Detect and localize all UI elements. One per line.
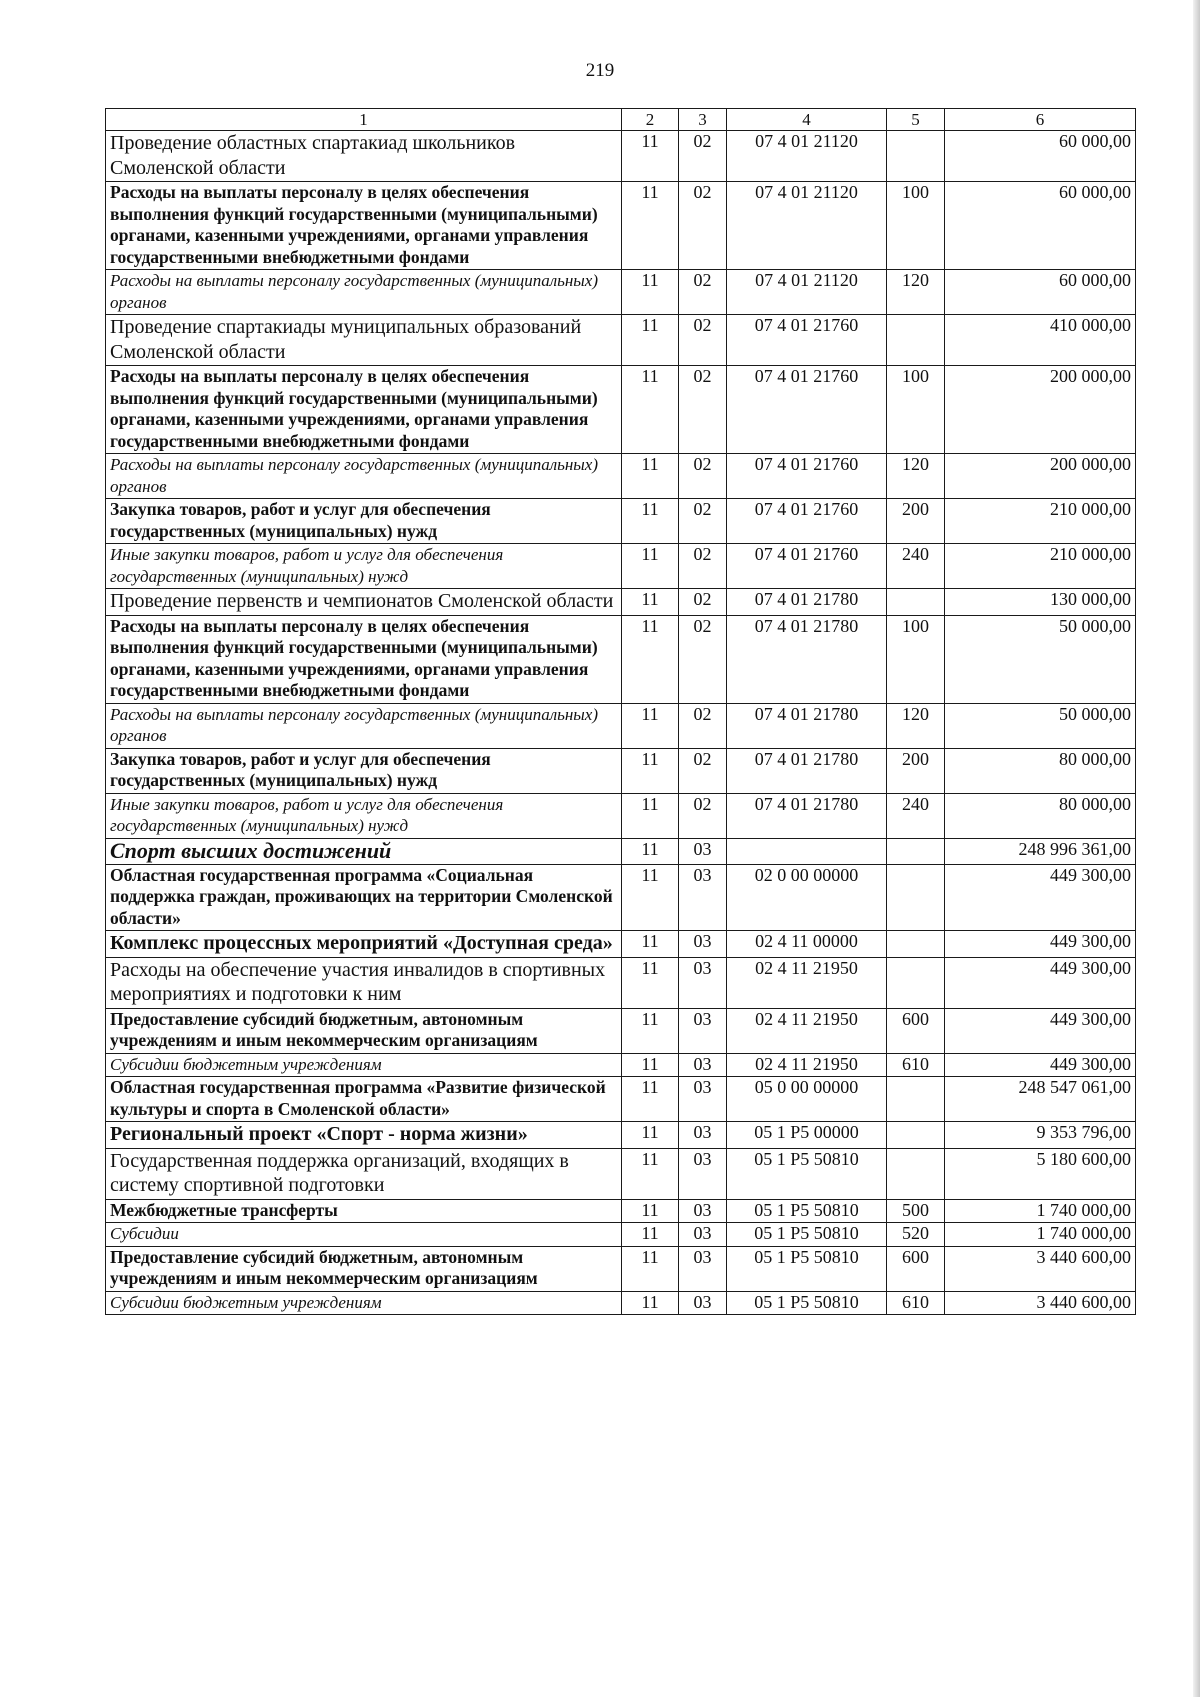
row-section-code: 11 xyxy=(622,957,679,1008)
row-section-code: 11 xyxy=(622,270,679,315)
row-name: Расходы на выплаты персоналу в целях обеспечения выполнения функций государственными (муниципальными) органами, казенными учреждениями, органами управления государственными внебюджетными фондами xyxy=(106,182,622,270)
table-row xyxy=(106,1053,1136,1077)
row-subsection-code: 03 xyxy=(679,1053,727,1077)
row-section-code: 11 xyxy=(622,748,679,793)
row-subsection-code: 03 xyxy=(679,1077,727,1122)
row-name: Региональный проект «Спорт - норма жизни» xyxy=(106,1122,622,1149)
row-section-code: 11 xyxy=(622,1291,679,1315)
row-section-code: 11 xyxy=(622,131,679,182)
table-row xyxy=(106,366,1136,454)
row-amount: 3 440 600,00 xyxy=(945,1291,1136,1315)
row-amount: 5 180 600,00 xyxy=(945,1148,1136,1199)
row-section-code: 11 xyxy=(622,544,679,589)
row-amount: 449 300,00 xyxy=(945,864,1136,931)
table-row xyxy=(106,499,1136,544)
table-row xyxy=(106,589,1136,616)
row-subsection-code: 02 xyxy=(679,131,727,182)
row-amount: 248 547 061,00 xyxy=(945,1077,1136,1122)
row-section-code: 11 xyxy=(622,589,679,616)
row-subsection-code: 02 xyxy=(679,366,727,454)
row-amount: 60 000,00 xyxy=(945,131,1136,182)
row-amount: 210 000,00 xyxy=(945,499,1136,544)
row-name: Субсидии бюджетным учреждениям xyxy=(106,1291,622,1315)
row-amount: 50 000,00 xyxy=(945,615,1136,703)
table-row xyxy=(106,1246,1136,1291)
row-expense-type xyxy=(887,957,945,1008)
row-target-article: 02 4 11 21950 xyxy=(727,957,887,1008)
row-expense-type xyxy=(887,315,945,366)
row-expense-type xyxy=(887,838,945,864)
column-header-1: 1 xyxy=(106,109,622,131)
row-subsection-code: 02 xyxy=(679,544,727,589)
row-name: Межбюджетные трансферты xyxy=(106,1199,622,1223)
row-target-article: 05 1 P5 50810 xyxy=(727,1199,887,1223)
row-amount: 200 000,00 xyxy=(945,366,1136,454)
table-row xyxy=(106,131,1136,182)
row-name: Расходы на выплаты персоналу государственных (муниципальных) органов xyxy=(106,270,622,315)
row-section-code: 11 xyxy=(622,1223,679,1247)
row-section-code: 11 xyxy=(622,1077,679,1122)
row-section-code: 11 xyxy=(622,1148,679,1199)
row-target-article: 07 4 01 21760 xyxy=(727,366,887,454)
row-amount: 200 000,00 xyxy=(945,454,1136,499)
row-expense-type: 240 xyxy=(887,544,945,589)
row-target-article: 02 4 11 21950 xyxy=(727,1008,887,1053)
table-row xyxy=(106,270,1136,315)
row-target-article: 07 4 01 21780 xyxy=(727,703,887,748)
row-expense-type: 600 xyxy=(887,1008,945,1053)
table-row xyxy=(106,838,1136,864)
row-amount: 80 000,00 xyxy=(945,748,1136,793)
row-target-article: 07 4 01 21780 xyxy=(727,748,887,793)
row-name: Расходы на обеспечение участия инвалидов в спортивных мероприятиях и подготовки к ним xyxy=(106,957,622,1008)
row-amount: 449 300,00 xyxy=(945,931,1136,958)
row-expense-type xyxy=(887,1122,945,1149)
row-name: Предоставление субсидий бюджетным, автономным учреждениям и иным некоммерческим организациям xyxy=(106,1246,622,1291)
row-amount: 130 000,00 xyxy=(945,589,1136,616)
row-section-code: 11 xyxy=(622,615,679,703)
row-expense-type: 100 xyxy=(887,182,945,270)
row-section-code: 11 xyxy=(622,315,679,366)
column-header-3: 3 xyxy=(679,109,727,131)
page-number: 219 xyxy=(585,60,615,81)
row-amount: 449 300,00 xyxy=(945,1053,1136,1077)
row-section-code: 11 xyxy=(622,366,679,454)
budget-table xyxy=(105,108,1136,1315)
row-name: Расходы на выплаты персоналу в целях обеспечения выполнения функций государственными (муниципальными) органами, казенными учреждениями, органами управления государственными внебюджетными фондами xyxy=(106,366,622,454)
row-amount: 1 740 000,00 xyxy=(945,1199,1136,1223)
row-name: Областная государственная программа «Развитие физической культуры и спорта в Смоленской области» xyxy=(106,1077,622,1122)
row-name: Спорт высших достижений xyxy=(106,838,622,864)
row-expense-type: 610 xyxy=(887,1291,945,1315)
row-subsection-code: 02 xyxy=(679,748,727,793)
row-amount: 449 300,00 xyxy=(945,957,1136,1008)
table-row xyxy=(106,544,1136,589)
row-name: Проведение областных спартакиад школьников Смоленской области xyxy=(106,131,622,182)
row-target-article: 07 4 01 21780 xyxy=(727,793,887,838)
row-subsection-code: 02 xyxy=(679,270,727,315)
row-subsection-code: 03 xyxy=(679,838,727,864)
row-name: Иные закупки товаров, работ и услуг для обеспечения государственных (муниципальных) нужд xyxy=(106,793,622,838)
table-header-row xyxy=(106,109,1136,131)
row-target-article: 07 4 01 21760 xyxy=(727,544,887,589)
row-subsection-code: 03 xyxy=(679,1122,727,1149)
row-expense-type: 240 xyxy=(887,793,945,838)
row-section-code: 11 xyxy=(622,1122,679,1149)
row-expense-type: 520 xyxy=(887,1223,945,1247)
table-row xyxy=(106,931,1136,958)
row-section-code: 11 xyxy=(622,1008,679,1053)
table-row xyxy=(106,957,1136,1008)
row-amount: 60 000,00 xyxy=(945,182,1136,270)
row-amount: 9 353 796,00 xyxy=(945,1122,1136,1149)
row-amount: 1 740 000,00 xyxy=(945,1223,1136,1247)
table-row xyxy=(106,748,1136,793)
row-section-code: 11 xyxy=(622,931,679,958)
row-section-code: 11 xyxy=(622,703,679,748)
row-target-article: 07 4 01 21780 xyxy=(727,589,887,616)
table-row xyxy=(106,864,1136,931)
row-section-code: 11 xyxy=(622,1199,679,1223)
table-row xyxy=(106,615,1136,703)
row-subsection-code: 03 xyxy=(679,1148,727,1199)
row-subsection-code: 03 xyxy=(679,1291,727,1315)
row-name: Предоставление субсидий бюджетным, автономным учреждениям и иным некоммерческим организациям xyxy=(106,1008,622,1053)
table-row xyxy=(106,1148,1136,1199)
row-name: Расходы на выплаты персоналу в целях обеспечения выполнения функций государственными (муниципальными) органами, казенными учреждениями, органами управления государственными внебюджетными фондами xyxy=(106,615,622,703)
row-name: Областная государственная программа «Социальная поддержка граждан, проживающих на территории Смоленской области» xyxy=(106,864,622,931)
table-row xyxy=(106,182,1136,270)
row-name: Иные закупки товаров, работ и услуг для обеспечения государственных (муниципальных) нужд xyxy=(106,544,622,589)
row-subsection-code: 02 xyxy=(679,499,727,544)
row-expense-type: 120 xyxy=(887,454,945,499)
row-section-code: 11 xyxy=(622,182,679,270)
table-row xyxy=(106,1291,1136,1315)
row-target-article: 07 4 01 21780 xyxy=(727,615,887,703)
row-amount: 60 000,00 xyxy=(945,270,1136,315)
row-amount: 210 000,00 xyxy=(945,544,1136,589)
row-expense-type: 610 xyxy=(887,1053,945,1077)
table-row xyxy=(106,454,1136,499)
row-subsection-code: 03 xyxy=(679,864,727,931)
row-subsection-code: 02 xyxy=(679,454,727,499)
table-row xyxy=(106,1199,1136,1223)
row-expense-type xyxy=(887,864,945,931)
row-expense-type xyxy=(887,1077,945,1122)
row-target-article: 02 4 11 21950 xyxy=(727,1053,887,1077)
row-amount: 449 300,00 xyxy=(945,1008,1136,1053)
row-section-code: 11 xyxy=(622,499,679,544)
row-target-article: 05 1 P5 00000 xyxy=(727,1122,887,1149)
table-row xyxy=(106,315,1136,366)
row-subsection-code: 03 xyxy=(679,1223,727,1247)
row-subsection-code: 02 xyxy=(679,182,727,270)
row-expense-type: 600 xyxy=(887,1246,945,1291)
row-amount: 50 000,00 xyxy=(945,703,1136,748)
row-expense-type: 500 xyxy=(887,1199,945,1223)
row-section-code: 11 xyxy=(622,1053,679,1077)
row-amount: 248 996 361,00 xyxy=(945,838,1136,864)
row-section-code: 11 xyxy=(622,864,679,931)
table-row xyxy=(106,1008,1136,1053)
row-target-article: 05 1 P5 50810 xyxy=(727,1246,887,1291)
table-row xyxy=(106,793,1136,838)
row-name: Комплекс процессных мероприятий «Доступная среда» xyxy=(106,931,622,958)
row-subsection-code: 03 xyxy=(679,1008,727,1053)
row-subsection-code: 02 xyxy=(679,315,727,366)
row-name: Проведение спартакиады муниципальных образований Смоленской области xyxy=(106,315,622,366)
row-expense-type xyxy=(887,931,945,958)
row-target-article: 02 4 11 00000 xyxy=(727,931,887,958)
row-name: Расходы на выплаты персоналу государственных (муниципальных) органов xyxy=(106,454,622,499)
table-row xyxy=(106,1122,1136,1149)
row-expense-type xyxy=(887,131,945,182)
row-amount: 410 000,00 xyxy=(945,315,1136,366)
row-subsection-code: 03 xyxy=(679,957,727,1008)
row-expense-type: 120 xyxy=(887,703,945,748)
row-name: Закупка товаров, работ и услуг для обеспечения государственных (муниципальных) нужд xyxy=(106,499,622,544)
row-target-article: 07 4 01 21760 xyxy=(727,454,887,499)
table-row xyxy=(106,703,1136,748)
row-expense-type xyxy=(887,589,945,616)
row-subsection-code: 02 xyxy=(679,589,727,616)
row-target-article: 07 4 01 21120 xyxy=(727,270,887,315)
row-subsection-code: 02 xyxy=(679,703,727,748)
column-header-6: 6 xyxy=(945,109,1136,131)
row-amount: 80 000,00 xyxy=(945,793,1136,838)
row-target-article: 05 1 P5 50810 xyxy=(727,1291,887,1315)
column-header-2: 2 xyxy=(622,109,679,131)
row-subsection-code: 03 xyxy=(679,931,727,958)
row-section-code: 11 xyxy=(622,1246,679,1291)
row-expense-type: 100 xyxy=(887,366,945,454)
row-name: Проведение первенств и чемпионатов Смоленской области xyxy=(106,589,622,616)
row-target-article: 07 4 01 21760 xyxy=(727,499,887,544)
row-name: Государственная поддержка организаций, входящих в систему спортивной подготовки xyxy=(106,1148,622,1199)
scan-edge xyxy=(1193,0,1200,1697)
row-section-code: 11 xyxy=(622,454,679,499)
row-subsection-code: 03 xyxy=(679,1199,727,1223)
row-target-article xyxy=(727,838,887,864)
row-expense-type: 100 xyxy=(887,615,945,703)
row-target-article: 05 1 P5 50810 xyxy=(727,1148,887,1199)
row-target-article: 07 4 01 21760 xyxy=(727,315,887,366)
row-amount: 3 440 600,00 xyxy=(945,1246,1136,1291)
table-row xyxy=(106,1077,1136,1122)
row-target-article: 07 4 01 21120 xyxy=(727,182,887,270)
row-expense-type: 200 xyxy=(887,748,945,793)
row-name: Закупка товаров, работ и услуг для обеспечения государственных (муниципальных) нужд xyxy=(106,748,622,793)
row-name: Субсидии бюджетным учреждениям xyxy=(106,1053,622,1077)
row-expense-type: 120 xyxy=(887,270,945,315)
row-subsection-code: 02 xyxy=(679,793,727,838)
row-subsection-code: 03 xyxy=(679,1246,727,1291)
column-header-4: 4 xyxy=(727,109,887,131)
row-section-code: 11 xyxy=(622,793,679,838)
row-name: Расходы на выплаты персоналу государственных (муниципальных) органов xyxy=(106,703,622,748)
row-expense-type xyxy=(887,1148,945,1199)
row-target-article: 05 1 P5 50810 xyxy=(727,1223,887,1247)
row-expense-type: 200 xyxy=(887,499,945,544)
row-target-article: 07 4 01 21120 xyxy=(727,131,887,182)
row-subsection-code: 02 xyxy=(679,615,727,703)
column-header-5: 5 xyxy=(887,109,945,131)
row-name: Субсидии xyxy=(106,1223,622,1247)
table-row xyxy=(106,1223,1136,1247)
row-target-article: 05 0 00 00000 xyxy=(727,1077,887,1122)
row-section-code: 11 xyxy=(622,838,679,864)
row-target-article: 02 0 00 00000 xyxy=(727,864,887,931)
